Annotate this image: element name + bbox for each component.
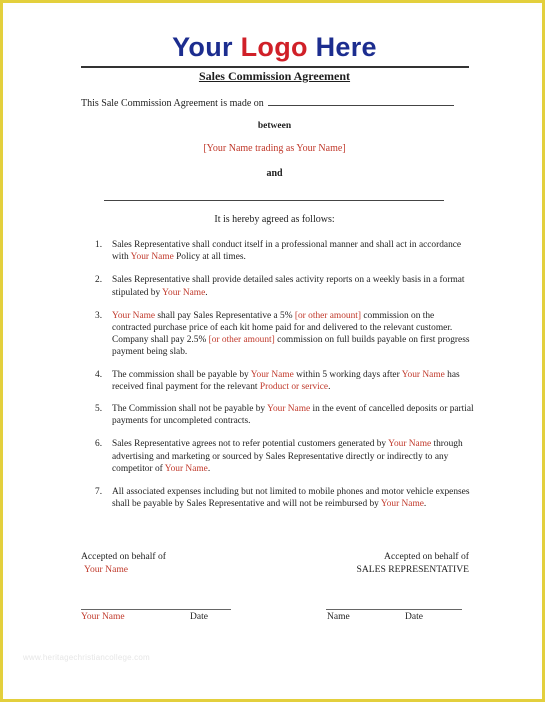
right-signature-date: Date: [405, 612, 423, 622]
clause-list: [95, 239, 475, 510]
left-signature-line: [81, 609, 231, 610]
clause-text: shall pay Sales Representative a 5%: [155, 310, 295, 321]
clause-text: .: [207, 463, 211, 474]
clause-text: .: [423, 499, 427, 510]
clause-text: commission on full builds payable on first progress payment being slab.: [112, 335, 470, 358]
placeholder-name: Your Name: [112, 310, 156, 321]
logo: [9, 31, 540, 63]
clause-number: 7.: [95, 487, 103, 498]
clause-1: [95, 239, 475, 263]
accept-left-name: Your Name: [84, 563, 129, 575]
agreed-heading: It is hereby agreed as follows:: [214, 214, 335, 225]
intro-line: [81, 96, 454, 109]
clause-3: [95, 310, 475, 359]
clause-text: has received final payment for the relevant: [112, 369, 460, 392]
accept-right-name: SALES REPRESENTATIVE: [356, 563, 469, 575]
placeholder-name: Your Name: [267, 404, 311, 415]
placeholder-amount: [or other amount]: [294, 310, 361, 321]
placeholder-name: Your Name: [401, 369, 445, 380]
right-signature-line: [326, 609, 462, 610]
clause-number: 1.: [95, 240, 103, 250]
placeholder-name: Your Name: [162, 287, 206, 298]
accept-left-label: Accepted on behalf of: [81, 551, 166, 562]
intro-text: This Sale Commission Agreement is made on: [81, 98, 264, 109]
placeholder-name: Your Name: [388, 439, 432, 450]
clause-text: Sales Representative shall provide detailed sales activity reports on a weekly basis in a format stipulated by: [112, 275, 465, 298]
logo-text-logo: Logo: [240, 32, 308, 62]
clause-number: 3.: [95, 310, 103, 321]
clause-text: .: [328, 381, 331, 392]
logo-text-here: Here: [315, 32, 377, 62]
clause-text: Policy at all times.: [173, 252, 246, 263]
second-party-blank: [104, 200, 444, 201]
clause-text: within 5 working days after: [293, 369, 402, 380]
placeholder-product: Product or service: [259, 381, 329, 392]
clause-text: through advertising and marketing or sourced by Sales Representative directly or indirectly to any competitor of: [112, 439, 463, 474]
accept-left-block: [81, 551, 166, 576]
between-label: between: [257, 121, 292, 131]
clause-text: The Commission shall not be payable by: [112, 404, 268, 415]
clause-number: 2.: [95, 275, 103, 286]
placeholder-amount: [or other amount]: [208, 335, 275, 346]
party-placeholder: [Your Name trading as Your Name]: [203, 143, 346, 154]
placeholder-name: Your Name: [380, 499, 424, 510]
right-signature-name: Name: [327, 612, 350, 622]
clause-6: [95, 438, 475, 475]
clause-text: All associated expenses including but not limited to mobile phones and motor vehicle expenses shall be payable by Sales Representative and will not be reimbursed by: [112, 487, 470, 510]
date-blank: [268, 96, 454, 106]
clause-text: .: [205, 287, 208, 298]
document-page: [9, 9, 540, 697]
document-title: Sales Commission Agreement: [198, 69, 351, 83]
accept-right-block: [329, 551, 469, 576]
clause-7: [95, 486, 475, 510]
watermark: www.heritagechristiancollege.com: [23, 653, 150, 662]
header-rule: [81, 66, 469, 68]
clause-2: [95, 274, 475, 298]
clause-text: commission on the contracted purchase price of each kit home paid for and delivered to the relevant customer. Company shall pay 2.5%: [112, 310, 453, 346]
clause-number: 6.: [95, 439, 103, 450]
clause-number: 5.: [95, 404, 103, 415]
left-signature-date: Date: [190, 612, 208, 622]
left-signature-name: Your Name: [81, 612, 125, 622]
logo-text-your: Your: [172, 32, 233, 62]
clause-text: Sales Representative shall conduct itself in a professional manner and shall act in accordance with: [112, 240, 462, 263]
clause-number: 4.: [95, 369, 103, 380]
clause-text: Sales Representative agrees not to refer potential customers generated by: [112, 439, 389, 450]
placeholder-name: Your Name: [164, 463, 208, 474]
placeholder-name: Your Name: [250, 369, 294, 380]
clause-text: in the event of cancelled deposits or partial payments for uncompleted contracts.: [112, 404, 474, 427]
clause-text: The commission shall be payable by: [112, 369, 251, 380]
clause-4: [95, 369, 475, 393]
placeholder-name: Your Name: [130, 252, 174, 263]
clause-5: [95, 403, 475, 427]
and-label: and: [266, 168, 283, 179]
accept-right-label: Accepted on behalf of: [384, 551, 469, 562]
